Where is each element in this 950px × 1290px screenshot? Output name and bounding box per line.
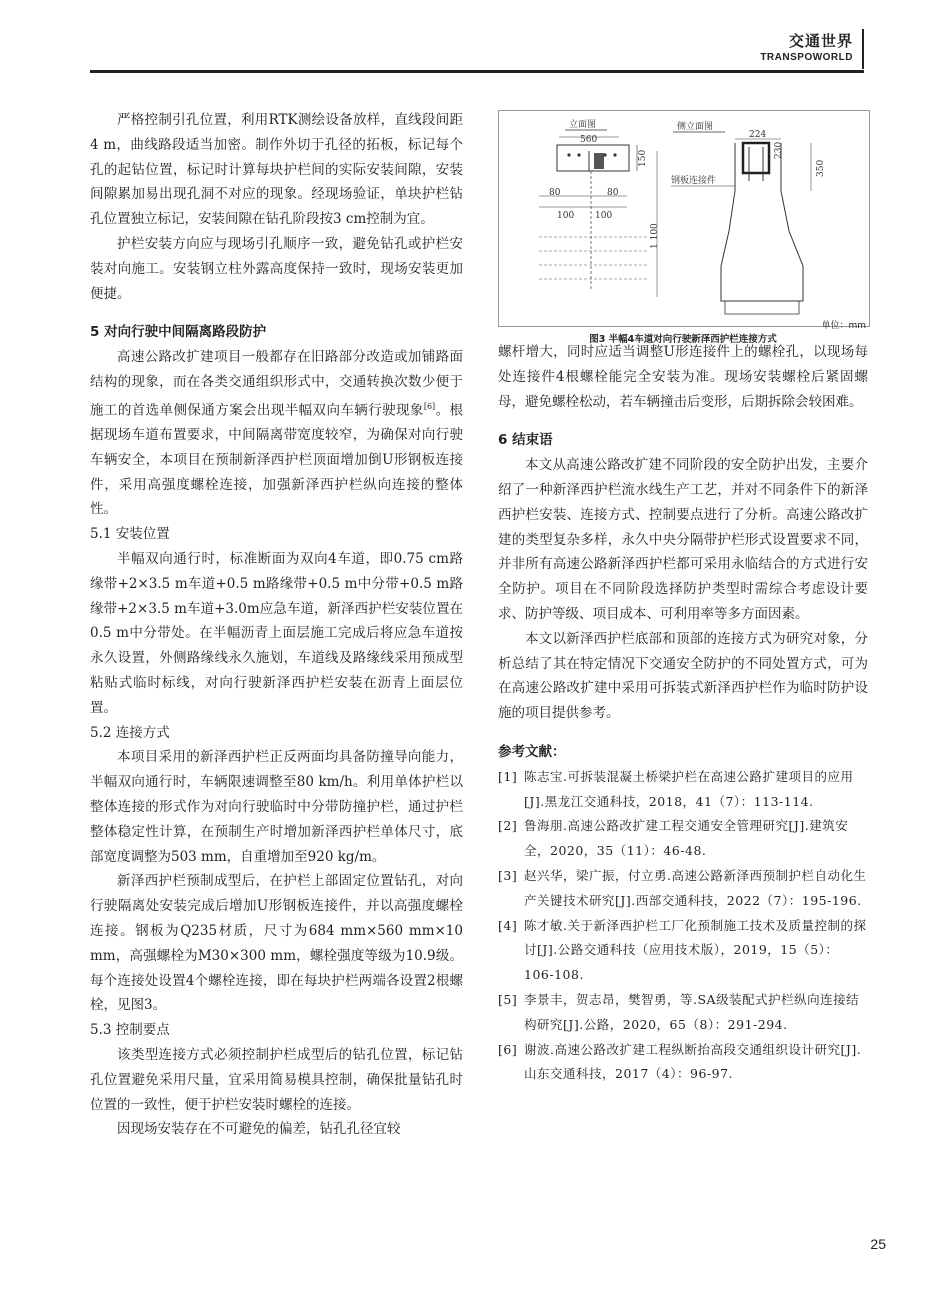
dim-560: 560	[580, 135, 598, 145]
dim-100a: 100	[557, 211, 575, 221]
front-view-label: 立面图	[569, 120, 597, 130]
reference-item: [2] 鲁海朋.高速公路改扩建工程交通安全管理研究[J].建筑安全，2020，35（11）：46-48.	[498, 818, 849, 859]
page-number: 25	[870, 1236, 886, 1252]
reference-item: [1] 陈志宝.可拆装混凝土桥梁护栏在高速公路扩建项目的应用[J].黑龙江交通科技，2018，41（7）：113-114.	[498, 768, 854, 809]
dim-100b: 100	[595, 211, 613, 221]
reference-item: [5] 李景丰，贺志昂，樊智勇，等.SA级装配式护栏纵向连接结构研究[J].公路，2020，65（8）：291-294.	[498, 991, 860, 1032]
paragraph: 高速公路改扩建项目一般都存在旧路部分改造或加铺路面结构的现象，而在各类交通组织形式中，交通转换次数少便于施工的首选单侧保通方案会出现半幅双向车辆行驶现象[6]。根据现场车道布置要求，中间隔离带宽度较窄，为确保对向行驶车辆安全，本项目在预制新泽西护栏顶面增加倒U形钢板连接件，采用高强度螺栓连接，加强新泽西护栏纵向连接的整体性。	[90, 349, 464, 518]
paragraph: 严格控制引孔位置，利用RTK测绘设备放样，直线段间距4 m，曲线路段适当加密。制作外切于孔径的拓板，标记每个孔的起钻位置，标记时计算每块护栏间的实际安装间隙，安装间隙累加易出现孔洞不对应的现象。经现场验证，单块护栏钻孔位置独立标记，安装间隙在钻孔阶段按3 cm控制为宜。	[90, 112, 463, 228]
caption-text: 图3 半幅4车道对向行驶新泽西护栏连接方式	[589, 334, 777, 345]
paragraph: 半幅双向通行时，标准断面为双向4车道，即0.75 cm路缘带+2×3.5 m车道+0.5 m路缘带+0.5 m中分带+0.5 m路缘带+2×3.5 m车道+3.0m应急车道，新泽西护栏安装位置在0.5 m中分带处。在半幅沥青上面层施工完成后将应急车道按永久设置，外侧路缘线永久施划，车道线及路缘线采用预成型粘贴式临时标线，对向行驶新泽西护栏安装在沥青上面层位置。	[90, 551, 463, 716]
subsection-heading-5-2: 5.2 连接方式	[90, 724, 170, 741]
journal-title-en: TRANSPOWORLD	[760, 52, 853, 63]
journal-title-cn: 交通世界	[788, 32, 853, 50]
paragraph: 螺杆增大，同时应适当调整U形连接件上的螺栓孔，以现场每处连接件4根螺栓能完全安装为准。现场安装螺栓后紧固螺母，避免螺栓松动，若车辆撞击后变形，后期拆除会较困难。	[498, 344, 868, 410]
unit-label: 单位：mm	[821, 321, 866, 331]
paragraph: 护栏安装方向应与现场引孔顺序一致，避免钻孔或护栏安装对向施工。安装钢立柱外露高度保持一致时，现场安装更加便捷。	[90, 235, 463, 302]
subsection-heading-5-1: 5.1 安装位置	[90, 526, 170, 543]
paragraph: 本文从高速公路改扩建不同阶段的安全防护出发，主要介绍了一种新泽西护栏流水线生产工艺，并对不同条件下的新泽西护栏安装、连接方式、控制要点进行了分析。高速公路改扩建的类型复杂多样，永久中央分隔带护栏形式设置要求不同，并非所有高速公路新泽西护栏都可采用永临结合的方式进行安全防护。项目在不同阶段选择防护类型时需综合考虑设计要求、防护等级、项目成本、可利用率等多方面因素。	[498, 457, 868, 622]
left-column	[90, 108, 463, 1142]
paragraph: 新泽西护栏预制成型后，在护栏上部固定位置钻孔，对向行驶隔离处安装完成后增加U形钢板连接件，并以高强度螺栓连接。钢板为Q235材质，尺寸为684 mm×560 mm×10 mm，高强螺栓为M30×300 mm，螺栓强度等级为10.9级。每个连接处设置4个螺栓连接，即在每块护栏两端各设置2根螺栓，见图3。	[90, 873, 463, 1014]
reference-list	[498, 765, 868, 1087]
dim-150: 150	[638, 149, 648, 167]
reference-item: [4] 陈才敏.关于新泽西护栏工厂化预制施工技术及质量控制的探讨[J].公路交通科技（应用技术版），2019，15（5）：106-108.	[498, 917, 867, 983]
right-column	[498, 340, 868, 1087]
paragraph: 该类型连接方式必须控制护栏成型后的钻孔位置，标记钻孔位置避免采用尺量，宜采用简易模具控制，确保批量钻孔时位置的一致性，便于护栏安装时螺栓的连接。	[90, 1046, 463, 1113]
dim-80a: 80	[549, 188, 561, 198]
reference-item: [6] 谢波.高速公路改扩建工程纵断抬高段交通组织设计研究[J].山东交通科技，2017（4）：96-97.	[498, 1041, 862, 1082]
references-heading: 参考文献：	[498, 743, 566, 760]
figure-3	[498, 110, 870, 327]
dim-224: 224	[749, 130, 767, 140]
paragraph: 本文以新泽西护栏底部和顶部的连接方式为研究对象，分析总结了其在特定情况下交通安全防护的不同处置方式，可为在高速公路改扩建中采用可拆装式新泽西护栏作为临时防护设施的项目提供参考。	[498, 630, 868, 722]
side-view-label: 侧立面图	[677, 122, 714, 132]
dim-1100: 1 100	[650, 223, 660, 249]
paragraph: 本项目采用的新泽西护栏正反两面均具备防撞导向能力，半幅双向通行时，车辆限速调整至80 km/h。利用单体护栏以整体连接的形式作为对向行驶临时中分带防撞护栏，通过护栏整体稳定性计算，在预制生产时增加新泽西护栏单体尺寸，底部宽度调整为503 mm，自重增加至920 kg/m。	[90, 749, 463, 865]
dim-230: 230	[774, 141, 784, 159]
citation: [6]	[423, 401, 436, 411]
dim-350: 350	[816, 159, 826, 177]
plate-label: 钢板连接件	[671, 176, 717, 186]
section-heading-6: 6 结束语	[498, 432, 553, 449]
subsection-heading-5-3: 5.3 控制要点	[90, 1022, 170, 1039]
paragraph: 因现场安装存在不可避免的偏差，钻孔孔径宜较	[117, 1121, 401, 1138]
reference-item: [3] 赵兴华，梁广振，付立勇.高速公路新泽西预制护栏自动化生产关键技术研究[J].西部交通科技，2022（7）：195-196.	[498, 867, 867, 908]
header-divider	[862, 29, 864, 69]
section-heading-5: 5 对向行驶中间隔离路段防护	[90, 324, 267, 341]
dim-80b: 80	[607, 188, 619, 198]
header-rule	[90, 70, 864, 73]
